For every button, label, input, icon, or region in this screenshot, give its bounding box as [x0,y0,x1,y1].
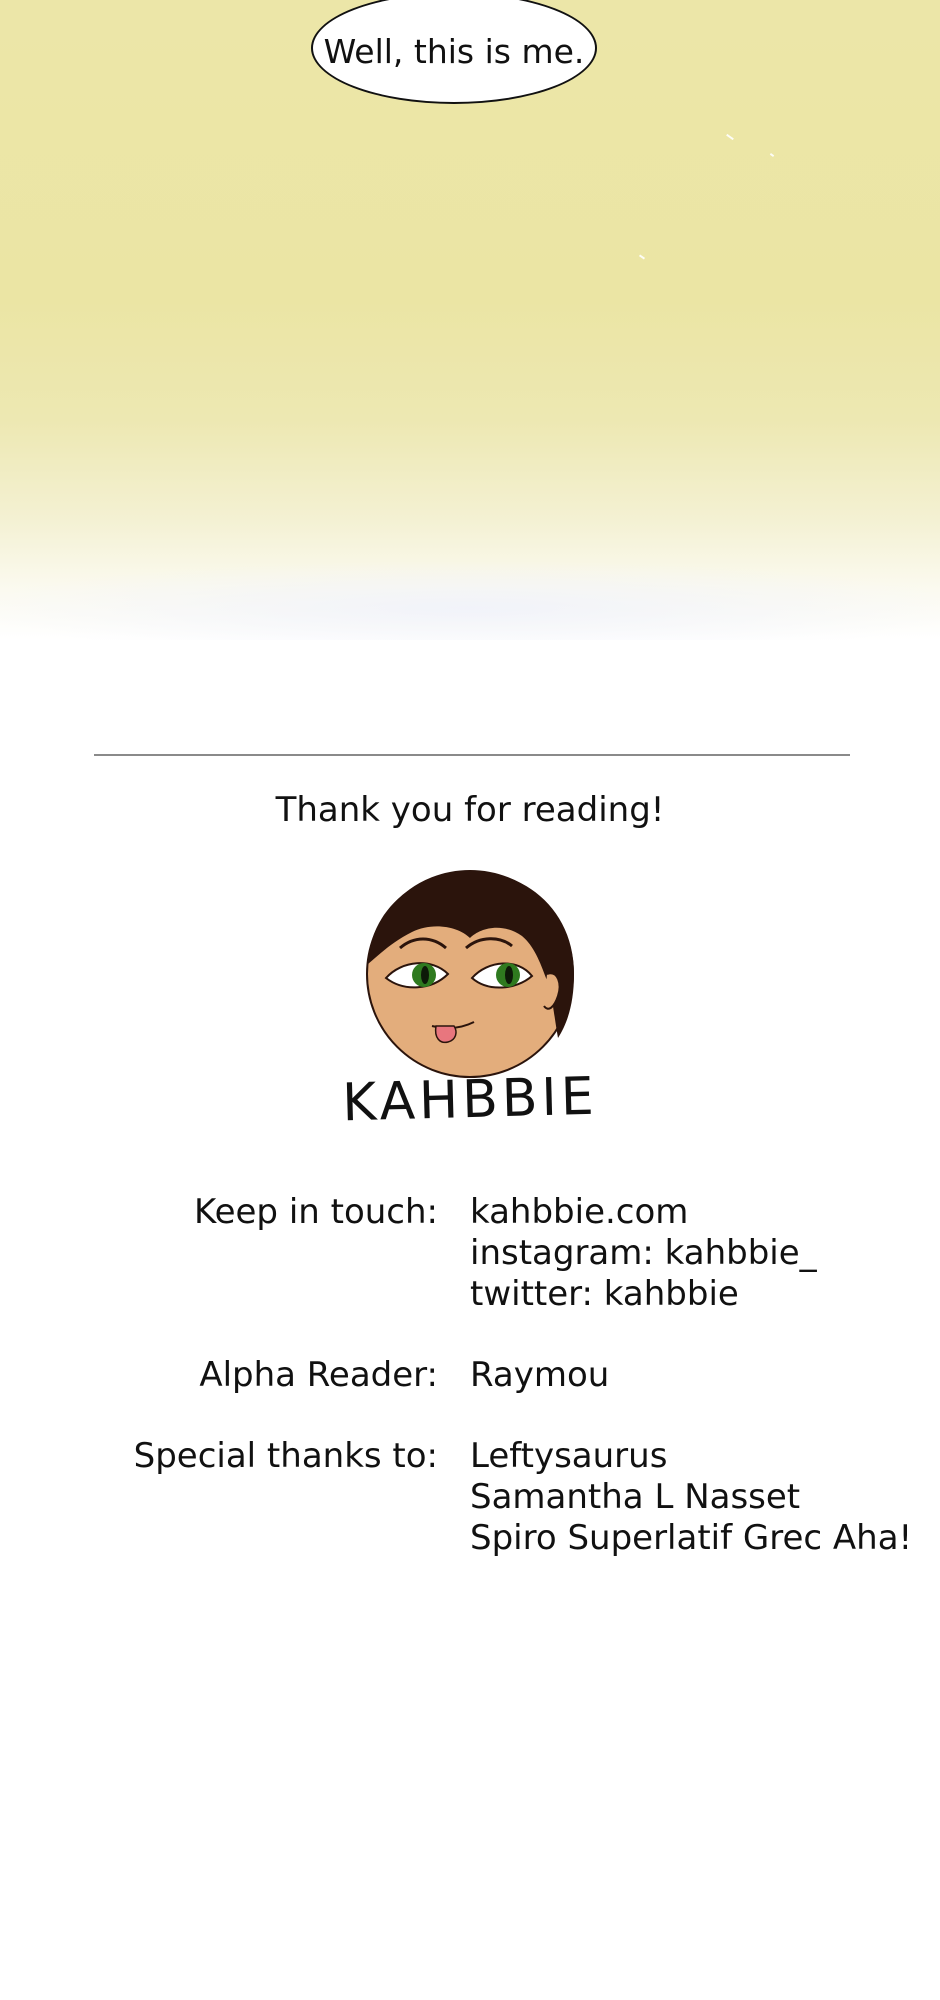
divider-line [94,754,850,756]
credit-label: Special thanks to: [133,1436,438,1476]
left-pupil [421,966,429,984]
twitter-handle: twitter: kahbbie [470,1274,739,1314]
brand-logo-text: KAHBBIE [341,1066,599,1134]
credit-values [470,1355,609,1396]
right-pupil [505,966,513,984]
credits-section [0,1192,940,1599]
alpha-reader-name: Raymou [470,1355,610,1395]
speech-bubble-text: Well, this is me. [323,31,585,71]
instagram-handle: instagram: kahbbie_ [470,1233,817,1273]
credit-row-alpha-reader [0,1355,940,1396]
cartoon-face-avatar-icon [362,866,582,1086]
thanks-name: Leftysaurus [470,1436,668,1476]
credit-row-keep-in-touch [0,1192,940,1315]
tongue-shape [436,1026,456,1042]
credit-label: Alpha Reader: [199,1355,438,1395]
website-link: kahbbie.com [470,1192,689,1232]
credit-label: Keep in touch: [193,1192,438,1232]
cloud-haze [0,560,940,640]
thank-you-message: Thank you for reading! [275,790,665,830]
credit-values [470,1192,817,1315]
thanks-name: Spiro Superlatif Grec Aha! [470,1518,913,1558]
thanks-name: Samantha L Nasset [470,1477,801,1517]
credit-values [470,1436,912,1559]
credit-row-special-thanks [0,1436,940,1559]
